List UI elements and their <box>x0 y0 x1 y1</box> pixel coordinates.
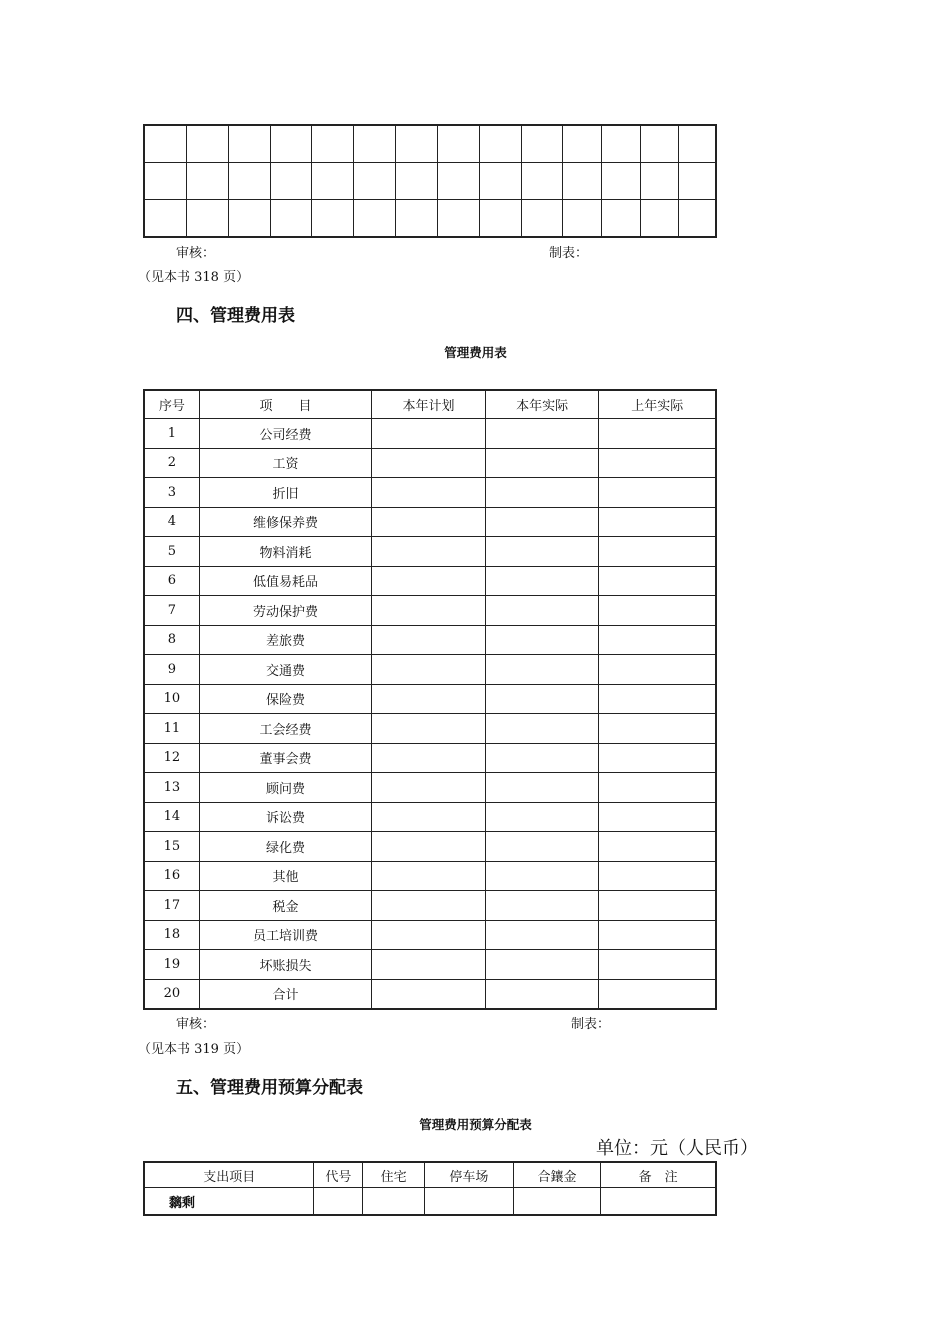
plan-cell <box>372 655 486 685</box>
row-number: 14 <box>144 802 199 832</box>
item-name: 顾问费 <box>199 773 371 803</box>
column-header: 项 目 <box>199 390 371 419</box>
plan-cell <box>372 448 486 478</box>
row-number: 19 <box>144 950 199 980</box>
row-number: 15 <box>144 832 199 862</box>
row-number: 17 <box>144 891 199 921</box>
table-row <box>144 507 716 537</box>
last-year-cell <box>599 596 716 626</box>
table-caption: 管理费用表 <box>444 345 507 360</box>
plan-cell <box>372 478 486 508</box>
item-name: 物料消耗 <box>199 537 371 567</box>
last-year-cell <box>599 507 716 537</box>
plan-cell <box>372 419 486 449</box>
table-row <box>144 596 716 626</box>
plan-cell <box>372 979 486 1009</box>
plan-cell <box>372 920 486 950</box>
actual-cell <box>485 979 599 1009</box>
audit-label: 审核： <box>176 246 216 261</box>
item-name: 员工培训费 <box>199 920 371 950</box>
item-name: 绿化费 <box>199 832 371 862</box>
column-header: 本年实际 <box>485 390 599 419</box>
actual-cell <box>485 507 599 537</box>
prepared-by-label: 制表： <box>571 1017 611 1032</box>
row-number: 18 <box>144 920 199 950</box>
plan-cell <box>372 891 486 921</box>
row-number: 16 <box>144 861 199 891</box>
item-name: 董事会费 <box>199 743 371 773</box>
prepared-by-label: 制表： <box>549 246 589 261</box>
table-row <box>144 655 716 685</box>
management-fee-table <box>143 389 717 1010</box>
item-name: 税金 <box>199 891 371 921</box>
last-year-cell <box>599 773 716 803</box>
plan-cell <box>372 950 486 980</box>
actual-cell <box>485 891 599 921</box>
item-name: 合计 <box>199 979 371 1009</box>
item-name: 折旧 <box>199 478 371 508</box>
plan-cell <box>372 773 486 803</box>
page-reference: （见本书 319 页） <box>138 1042 250 1057</box>
plan-cell <box>372 802 486 832</box>
row-number: 11 <box>144 714 199 744</box>
table-row <box>144 625 716 655</box>
item-name: 维修保养费 <box>199 507 371 537</box>
item-name: 工资 <box>199 448 371 478</box>
unit-label: 单位：元（人民币） <box>596 1138 758 1159</box>
column-header: 合鑲金 <box>513 1162 601 1188</box>
row-number: 2 <box>144 448 199 478</box>
column-header: 上年实际 <box>599 390 716 419</box>
actual-cell <box>485 419 599 449</box>
table-row <box>144 478 716 508</box>
last-year-cell <box>599 891 716 921</box>
table-row <box>144 773 716 803</box>
section-heading: 四、管理费用表 <box>176 306 295 326</box>
actual-cell <box>485 625 599 655</box>
table-row <box>144 950 716 980</box>
table-row <box>144 802 716 832</box>
column-header: 住宅 <box>363 1162 425 1188</box>
plan-cell <box>372 507 486 537</box>
table-row <box>144 200 716 238</box>
table-header-row <box>144 390 716 419</box>
item-name: 交通费 <box>199 655 371 685</box>
row-number: 13 <box>144 773 199 803</box>
item-name: 劳动保护费 <box>199 596 371 626</box>
plan-cell <box>372 743 486 773</box>
item-name: 保险费 <box>199 684 371 714</box>
row-number: 9 <box>144 655 199 685</box>
budget-allocation-table <box>143 1161 717 1216</box>
actual-cell <box>485 861 599 891</box>
row-number: 12 <box>144 743 199 773</box>
actual-cell <box>485 920 599 950</box>
table-row <box>144 979 716 1009</box>
last-year-cell <box>599 861 716 891</box>
last-year-cell <box>599 566 716 596</box>
table-row <box>144 537 716 567</box>
actual-cell <box>485 684 599 714</box>
row-number: 5 <box>144 537 199 567</box>
column-header: 序号 <box>144 390 199 419</box>
actual-cell <box>485 802 599 832</box>
actual-cell <box>485 537 599 567</box>
column-header: 备 注 <box>601 1162 716 1188</box>
table-row <box>144 1188 716 1216</box>
actual-cell <box>485 832 599 862</box>
last-year-cell <box>599 684 716 714</box>
actual-cell <box>485 950 599 980</box>
actual-cell <box>485 714 599 744</box>
table-row <box>144 743 716 773</box>
table-row <box>144 684 716 714</box>
actual-cell <box>485 566 599 596</box>
item-name: 诉讼费 <box>199 802 371 832</box>
column-header: 本年计划 <box>372 390 486 419</box>
last-year-cell <box>599 714 716 744</box>
table-caption: 管理费用预算分配表 <box>419 1117 532 1132</box>
row-number: 1 <box>144 419 199 449</box>
item-name: 低值易耗品 <box>199 566 371 596</box>
actual-cell <box>485 743 599 773</box>
table-row <box>144 125 716 163</box>
actual-cell <box>485 596 599 626</box>
audit-label: 审核： <box>176 1017 216 1032</box>
row-number: 6 <box>144 566 199 596</box>
section-heading: 五、管理费用预算分配表 <box>176 1078 363 1098</box>
page-reference: （见本书 318 页） <box>138 270 250 285</box>
table-row <box>144 920 716 950</box>
last-year-cell <box>599 743 716 773</box>
row-number: 10 <box>144 684 199 714</box>
last-year-cell <box>599 802 716 832</box>
last-year-cell <box>599 625 716 655</box>
last-year-cell <box>599 832 716 862</box>
item-name: 差旅费 <box>199 625 371 655</box>
table-row <box>144 448 716 478</box>
plan-cell <box>372 596 486 626</box>
row-number: 4 <box>144 507 199 537</box>
table-row <box>144 861 716 891</box>
row-number: 20 <box>144 979 199 1009</box>
item-name: 公司经费 <box>199 419 371 449</box>
row-number: 7 <box>144 596 199 626</box>
plan-cell <box>372 714 486 744</box>
table-row <box>144 163 716 200</box>
column-header: 代号 <box>314 1162 363 1188</box>
column-header: 支出项目 <box>144 1162 314 1188</box>
actual-cell <box>485 448 599 478</box>
last-year-cell <box>599 478 716 508</box>
plan-cell <box>372 537 486 567</box>
last-year-cell <box>599 950 716 980</box>
actual-cell <box>485 655 599 685</box>
item-name: 工会经费 <box>199 714 371 744</box>
table-row <box>144 419 716 449</box>
last-year-cell <box>599 979 716 1009</box>
table-header-row <box>144 1162 716 1188</box>
last-year-cell <box>599 537 716 567</box>
last-year-cell <box>599 655 716 685</box>
row-number: 8 <box>144 625 199 655</box>
row-number: 3 <box>144 478 199 508</box>
table-row <box>144 832 716 862</box>
item-name: 其他 <box>199 861 371 891</box>
column-header: 停车场 <box>425 1162 514 1188</box>
table-row <box>144 566 716 596</box>
plan-cell <box>372 625 486 655</box>
plan-cell <box>372 861 486 891</box>
continuation-grid-table <box>143 124 717 238</box>
table-row <box>144 891 716 921</box>
table-cell: 黐剩 <box>144 1188 314 1216</box>
table-row <box>144 714 716 744</box>
item-name: 坏账损失 <box>199 950 371 980</box>
last-year-cell <box>599 419 716 449</box>
actual-cell <box>485 773 599 803</box>
plan-cell <box>372 566 486 596</box>
plan-cell <box>372 684 486 714</box>
last-year-cell <box>599 448 716 478</box>
last-year-cell <box>599 920 716 950</box>
actual-cell <box>485 478 599 508</box>
plan-cell <box>372 832 486 862</box>
